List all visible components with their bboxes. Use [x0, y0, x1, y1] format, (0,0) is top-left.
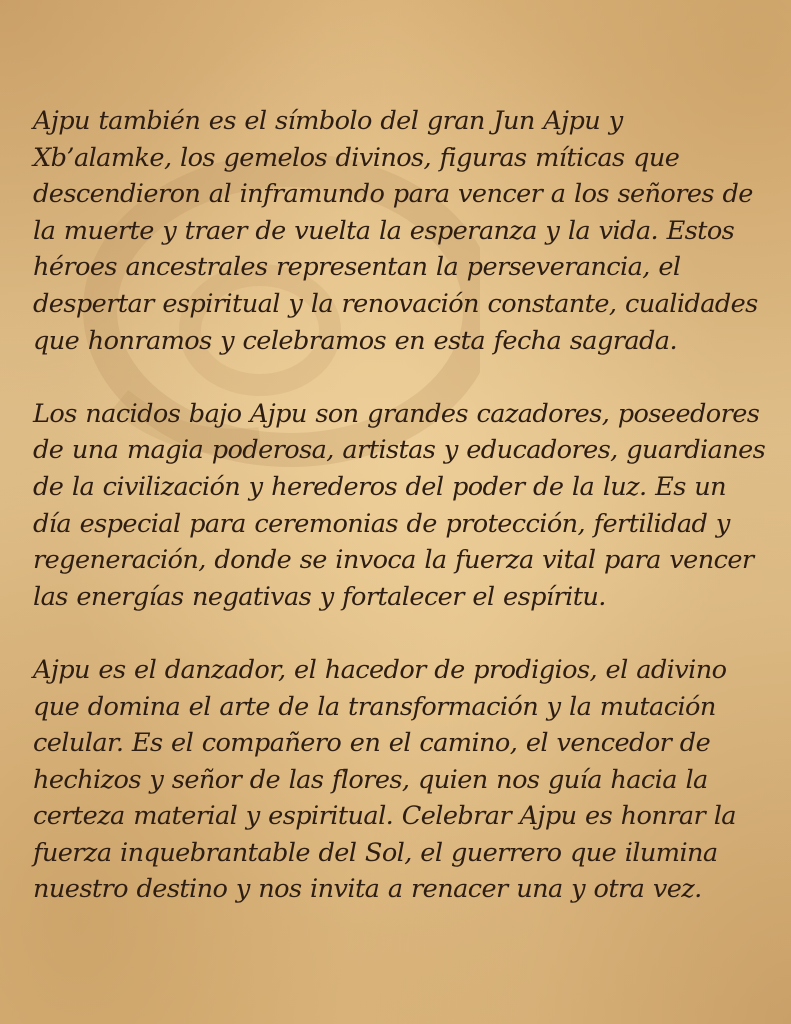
text-line: certeza material y espiritual. Celebrar Ajpu es honrar la	[33, 801, 736, 832]
text-line: nuestro destino y nos invita a renacer una y otra vez.	[33, 874, 702, 905]
text-line: de una magia poderosa, artistas y educadores, guardianes	[33, 435, 766, 466]
text-line: despertar espiritual y la renovación constante, cualidades	[33, 288, 758, 319]
text-line: de la civilización y herederos del poder de la luz. Es un	[33, 471, 727, 502]
text-line: héroes ancestrales representan la perseverancia, el	[33, 252, 681, 283]
text-line: las energías negativas y fortalecer el espíritu.	[33, 581, 606, 612]
paragraph-2	[33, 396, 785, 616]
text-line: Ajpu también es el símbolo del gran Jun Ajpu y	[33, 106, 623, 136]
text-line: que honramos y celebramos en esta fecha sagrada.	[33, 325, 678, 356]
text-line: Xb’alamke, los gemelos divinos, figuras míticas que	[33, 142, 680, 173]
paragraph-3	[33, 652, 785, 908]
text-line: que domina el arte de la transformación y la mutación	[33, 691, 716, 722]
text-line: hechizos y señor de las flores, quien nos guía hacia la	[33, 764, 708, 795]
paragraph-1	[33, 103, 785, 359]
document-body	[33, 103, 785, 945]
text-line: día especial para ceremonias de protección, fertilidad y	[33, 508, 730, 539]
text-line: regeneración, donde se invoca la fuerza vital para vencer	[33, 545, 754, 576]
text-line: Ajpu es el danzador, el hacedor de prodigios, el adivino	[33, 654, 727, 685]
text-line: Los nacidos bajo Ajpu son grandes cazadores, poseedores	[33, 398, 760, 429]
text-line: celular. Es el compañero en el camino, el vencedor de	[33, 728, 711, 759]
text-line: descendieron al inframundo para vencer a los señores de	[33, 179, 753, 210]
text-line: fuerza inquebrantable del Sol, el guerrero que ilumina	[33, 837, 718, 868]
text-line: la muerte y traer de vuelta la esperanza y la vida. Estos	[33, 215, 735, 246]
